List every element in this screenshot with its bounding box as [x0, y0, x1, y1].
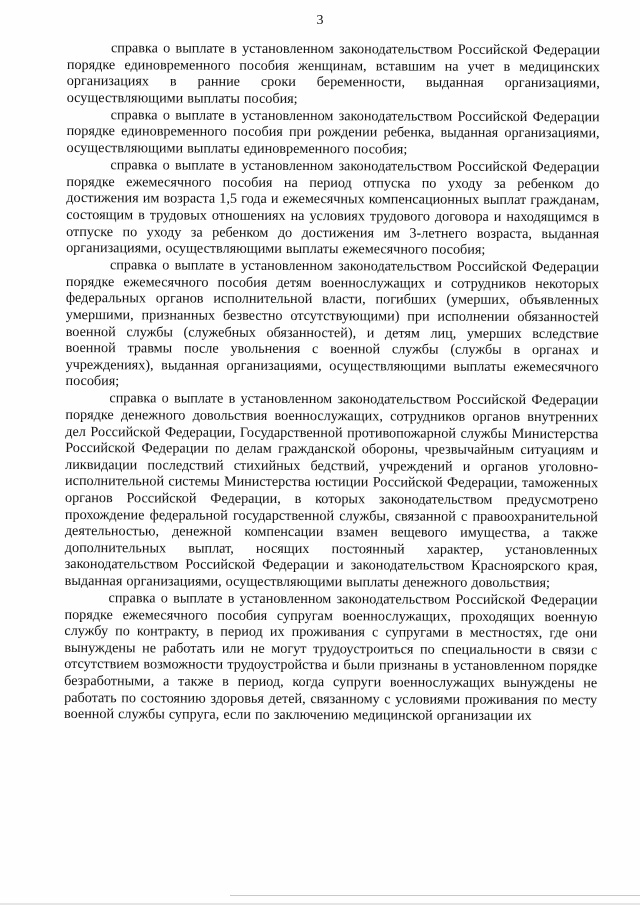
paragraph-military-spouse-allowance: справка о выплате в установленном законодательством Российской Федерации порядке ежемесячного пособия супругам военнослужащих, проходящих военную службу по контракту, в период их проживания с супругами в местностях, где они вынуждены не работать или не могут трудоустроиться по специальности в связи с отсутствием возможности трудоустройства и были признаны в установленном порядке безработными, а также в период, когда супруги военнослужащих вынуждены не работать по состоянию здоровья детей, связанному с условиями проживания по месту военной службы супруга, если по заключению медицинской организации их	[64, 590, 598, 725]
scan-edge-line	[230, 895, 640, 896]
document-body	[64, 40, 600, 725]
paragraph-military-children-allowance: справка о выплате в установленном законодательством Российской Федерации порядке ежемесячного пособия детям военнослужащих и сотрудников некоторых федеральных органов исполнительной власти, погибших (умерших, объявленных умершими, признанных безвестно отсутствующими) при исполнении обязанностей военной службы (служебных обязанностей), и детям лиц, умерших вследствие военной травмы после увольнения с военной службы (службы в органах и учреждениях), выданная организациями, осуществляющими выплаты ежемесячного пособия;	[65, 257, 600, 390]
paragraph-monetary-allowance: справка о выплате в установленном законодательством Российской Федерации порядке денежного довольствия военнослужащих, сотрудников органов внутренних дел Российской Федерации, Государственной противопожарной службы Министерства Российской Федерации по делам гражданской обороны, чрезвычайным ситуациям и ликвидации последствий стихийных бедствий, учреждений и органов уголовно-исполнительной системы Министерства юстиции Российской Федерации, таможенных органов Российской Федерации, в которых законодательством предусмотрено прохождение федеральной государственной службы, связанной с правоохранительной деятельностью, денежной компенсации взамен вещевого имущества, а также дополнительных выплат, носящих постоянный характер, установленных законодательством Российской Федерации и законодательством Красноярского края, выданная организациями, осуществляющими выплаты денежного довольствия;	[64, 390, 599, 592]
paragraph-childcare-allowance: справка о выплате в установленном законодательством Российской Федерации порядке ежемесячного пособия на период отпуска по уходу за ребенком до достижения им возраста 1,5 года и ежемесячных компенсационных выплат гражданам, состоящим в трудовых отношениях на условиях трудового договора и находящимся в отпуске по уходу за ребенком до достижения им 3-летнего возраста, выданная организациями, осуществляющими выплаты ежемесячного пособия;	[66, 157, 600, 258]
paragraph-childbirth-allowance: справка о выплате в установленном законодательством Российской Федерации порядке единовременного пособия при рождении ребенка, выданная организациями, осуществляющими выплаты единовременного пособия;	[66, 107, 600, 158]
paragraph-pregnancy-allowance: справка о выплате в установленном законодательством Российской Федерации порядке единовременного пособия женщинам, вставшим на учет в медицинских организациях в ранние сроки беременности, выданная организациями, осуществляющими выплаты пособия;	[66, 40, 600, 107]
page-number: 3	[316, 13, 324, 28]
